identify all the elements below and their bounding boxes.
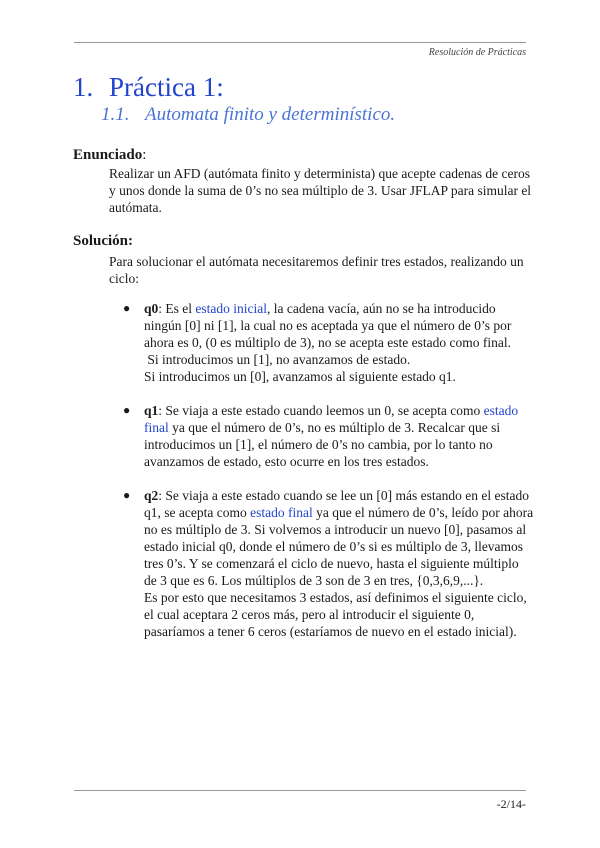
estado-final-link[interactable]: estado final xyxy=(250,505,313,520)
section-number: 1. xyxy=(73,72,94,102)
text-segment: ya que el número de 0’s, no es múltiplo de 3. Recalcar que si introducimos un [1], el número de 0’s no cambia, por lo tanto no avanzamos de estado, esto ocurre en los tres estados. xyxy=(144,420,501,469)
bullet-icon: ● xyxy=(123,488,131,502)
state-list xyxy=(109,300,534,640)
extra-line: Es por esto que necesitamos 3 estados, así definimos el siguiente ciclo, el cual aceptara 2 ceros más, pero al introducir el siguiente 0, pasaríamos a tener 6 ceros (estaríamos de nuevo en el estado inicial). xyxy=(144,590,527,639)
subsection-title: Automata finito y determinístico. xyxy=(145,104,396,125)
state-key: q0 xyxy=(144,301,159,316)
list-item-q1 xyxy=(109,402,534,470)
page-number: -2/14- xyxy=(496,797,526,811)
state-key: q1 xyxy=(144,403,159,418)
running-header: Resolución de Prácticas xyxy=(428,47,526,58)
extra-line: Si introducimos un [0], avanzamos al siguiente estado q1. xyxy=(144,369,456,384)
text-segment: ya que el número de 0’s, leído por ahora no es múltiplo de 3. Si volvemos a introducir un nuevo [0], pasamos al estado inicial q0, donde el número de 0’s si es múltiplo de 3, llevamos tres 0’s. Y se comenzará el ciclo de nuevo, hasta el siguiente múltiplo de 3 que es 6. Los múltiplos de 3 son de 3 en tres, {0,3,6,9,...}. xyxy=(144,505,534,588)
footer-rule xyxy=(74,790,526,791)
subsection-number: 1.1. xyxy=(101,104,130,125)
solucion-label: Solución: xyxy=(73,233,134,249)
list-item-q2 xyxy=(109,487,534,640)
extra-line: Si introducimos un [1], no avanzamos de estado. xyxy=(144,352,411,367)
subsection-heading xyxy=(101,104,395,126)
text-segment: : Se viaja a este estado cuando se lee un [0] más estando en el estado q1, se acepta como xyxy=(144,488,530,520)
section-heading xyxy=(73,72,224,103)
bullet-icon: ● xyxy=(123,403,131,417)
enunciado-text: Realizar un AFD (autómata finito y determinista) que acepte cadenas de ceros y unos donde la suma de 0’s no sea múltiplo de 3. Usar JFLAP para simular el autómata. xyxy=(109,166,532,215)
solucion-intro: Para solucionar el autómata necesitaremos definir tres estados, realizando un ciclo: xyxy=(109,254,524,286)
enunciado-label xyxy=(73,147,146,164)
enunciado-colon: : xyxy=(142,147,147,163)
state-key: q2 xyxy=(144,488,159,503)
text-segment: : Es el xyxy=(158,301,196,316)
enunciado-label-text: Enunciado xyxy=(73,147,143,163)
text-segment: : Se viaja a este estado cuando leemos un 0, se acepta como xyxy=(158,403,484,418)
header-rule xyxy=(74,42,526,43)
section-title: Práctica 1: xyxy=(109,72,224,102)
text-segment: , la cadena vacía, aún no se ha introducido ningún [0] ni [1], la cual no es aceptada ya que el número de 0’s por ahora es 0, (0 es múltiplo de 3), no se acepta este estado como final. xyxy=(144,301,512,350)
estado-inicial-link[interactable]: estado inicial xyxy=(195,301,267,316)
estado-final-link[interactable]: estado final xyxy=(144,403,519,435)
bullet-icon: ● xyxy=(123,301,131,315)
list-item-q0 xyxy=(109,300,534,385)
